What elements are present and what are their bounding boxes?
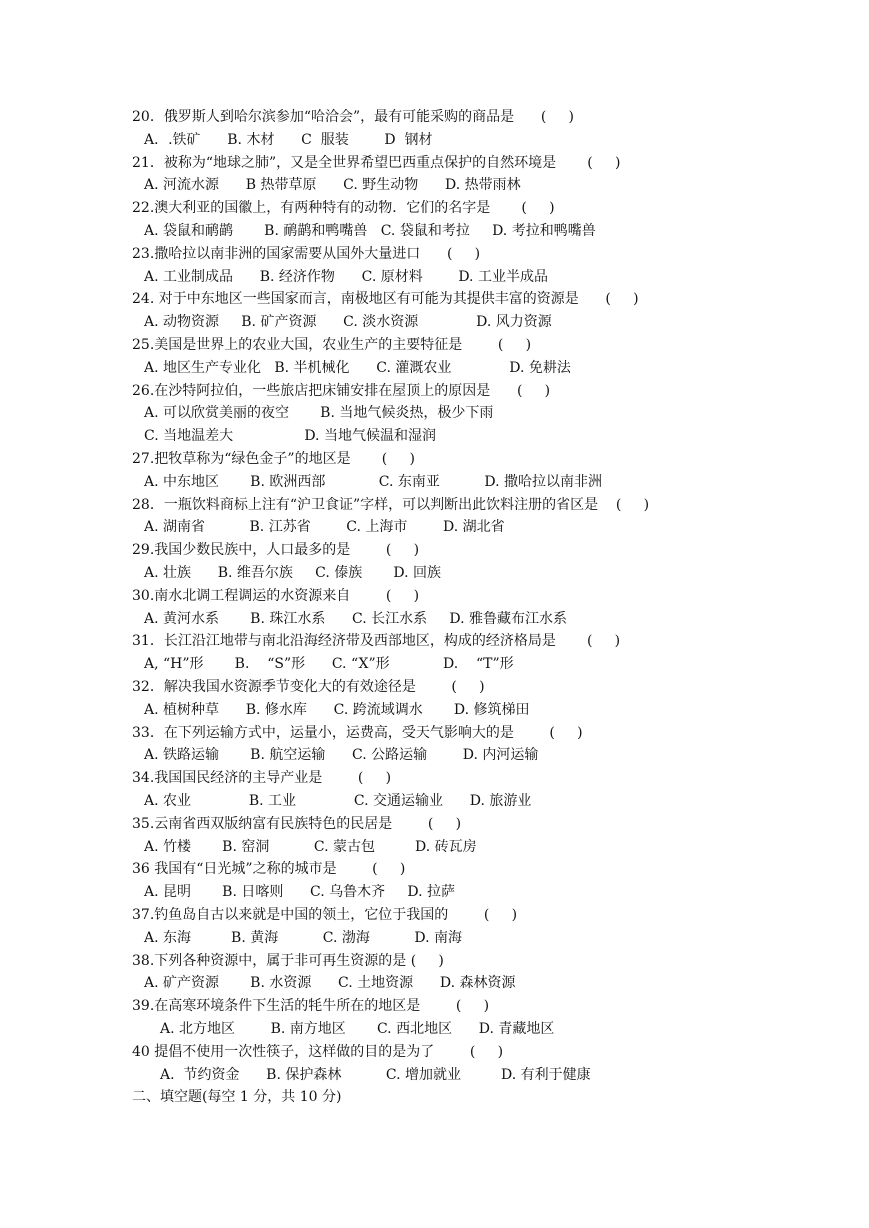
question-text: 21．被称为“地球之肺”，又是全世界希望巴西重点保护的自然环境是 ( ) bbox=[132, 154, 621, 171]
answer-options: A. 动物资源 B. 矿产资源 C. 淡水资源 D. 风力资源 bbox=[144, 314, 552, 331]
question-text: 29.我国少数民族中，人口最多的是 ( ) bbox=[132, 542, 420, 559]
question-text: 25.美国是世界上的农业大国，农业生产的主要特征是 ( ) bbox=[132, 337, 532, 353]
question-text: 23.撒哈拉以南非洲的国家需要从国外大量进口 ( ) bbox=[132, 245, 481, 262]
question-text: 37.钓鱼岛自古以来就是中国的领土，它位于我国的 ( ) bbox=[132, 907, 518, 923]
answer-options: A. 农业 B. 工业 C. 交通运输业 D. 旅游业 bbox=[144, 793, 532, 809]
question-text: 32．解决我国水资源季节变化大的有效途径是 ( ) bbox=[132, 679, 485, 695]
answer-options: A. 袋鼠和鸸鹋 B. 鸸鹋和鸭嘴兽 C. 袋鼠和考拉 D. 考拉和鸭嘴兽 bbox=[144, 223, 596, 239]
answer-options: A. 竹楼 B. 窑洞 C. 蒙古包 D. 砖瓦房 bbox=[144, 838, 477, 855]
question-text: 38.下列各种资源中，属于非可再生资源的是 ( ) bbox=[132, 952, 444, 969]
answer-options: A. 河流水源 B 热带草原 C. 野生动物 D. 热带雨林 bbox=[144, 177, 521, 194]
answer-options: A. 北方地区 B. 南方地区 C. 西北地区 D. 青藏地区 bbox=[160, 1021, 555, 1037]
question-text: 31．长江沿江地带与南北沿海经济带及西部地区，构成的经济格局是 ( ) bbox=[132, 633, 621, 650]
answer-options: A. 可以欣赏美丽的夜空 B. 当地气候炎热，极少下雨 bbox=[144, 405, 494, 422]
section-heading: 二、填空题(每空 1 分，共 10 分) bbox=[132, 1089, 342, 1106]
question-text: 26.在沙特阿拉伯，一些旅店把床铺安排在屋顶上的原因是 ( ) bbox=[132, 382, 551, 399]
answer-options: A, “H”形 B. “S”形 C. “X”形 D. “T”形 bbox=[144, 656, 514, 673]
question-text: 27.把牧草称为“绿色金子”的地区是 ( ) bbox=[132, 451, 415, 467]
question-text: 33．在下列运输方式中，运量小，运费高，受天气影响大的是 ( ) bbox=[132, 724, 583, 741]
answer-options: A. 壮族 B. 维吾尔族 C. 傣族 D. 回族 bbox=[144, 565, 442, 581]
question-text: 20．俄罗斯人到哈尔滨参加“哈洽会”，最有可能采购的商品是 ( ) bbox=[132, 109, 575, 125]
answer-options: A. 铁路运输 B. 航空运输 C. 公路运输 D. 内河运输 bbox=[144, 747, 539, 764]
question-text: 22.澳大利亚的国徽上，有两种特有的动物．它们的名字是 ( ) bbox=[132, 200, 555, 217]
answer-options: A. 黄河水系 B. 珠江水系 C. 长江水系 D. 雅鲁藏布江水系 bbox=[144, 610, 568, 627]
question-text: 30.南水北调工程调运的水资源来自 ( ) bbox=[132, 587, 420, 604]
question-text: 35.云南省西双版纳富有民族特色的民居是 ( ) bbox=[132, 815, 462, 832]
answer-options: A. 湖南省 B. 江苏省 C. 上海市 D. 湖北省 bbox=[144, 519, 505, 536]
answer-options: C. 当地温差大 D. 当地气候温和湿润 bbox=[144, 428, 436, 445]
answer-options: A. 工业制成品 B. 经济作物 C. 原材料 D. 工业半成品 bbox=[144, 268, 548, 285]
question-text: 36 我国有“日光城”之称的城市是 ( ) bbox=[132, 861, 406, 878]
answer-options: A. 昆明 B. 日喀则 C. 乌鲁木齐 D. 拉萨 bbox=[144, 884, 456, 901]
question-text: 34.我国国民经济的主导产业是 ( ) bbox=[132, 770, 392, 787]
answer-options: A. 节约资金 B. 保护森林 C. 增加就业 D. 有利于健康 bbox=[160, 1066, 591, 1083]
answer-options: A．.铁矿 B. 木材 C 服装 D 钢材 bbox=[144, 131, 433, 148]
question-text: 40 提倡不使用一次性筷子，这样做的目的是为了 ( ) bbox=[132, 1043, 504, 1060]
answer-options: A. 东海 B. 黄海 C. 渤海 D. 南海 bbox=[144, 929, 462, 946]
answer-options: A. 植树种草 B. 修水库 C. 跨流域调水 D. 修筑梯田 bbox=[144, 701, 530, 718]
answer-options: A. 矿产资源 B. 水资源 C. 土地资源 D. 森林资源 bbox=[144, 975, 516, 992]
question-text: 24. 对于中东地区一些国家而言，南极地区有可能为其提供丰富的资源是 ( ) bbox=[132, 291, 639, 308]
answer-options: A. 地区生产专业化 B. 半机械化 C. 灌溉农业 D. 免耕法 bbox=[144, 359, 571, 376]
question-text: 39.在高寒环境条件下生活的牦牛所在的地区是 ( ) bbox=[132, 998, 490, 1015]
answer-options: A. 中东地区 B. 欧洲西部 C. 东南亚 D. 撒哈拉以南非洲 bbox=[144, 473, 602, 490]
question-text: 28．一瓶饮料商标上注有“沪卫食证”字样，可以判断出此饮料注册的省区是 ( ) bbox=[132, 496, 650, 513]
